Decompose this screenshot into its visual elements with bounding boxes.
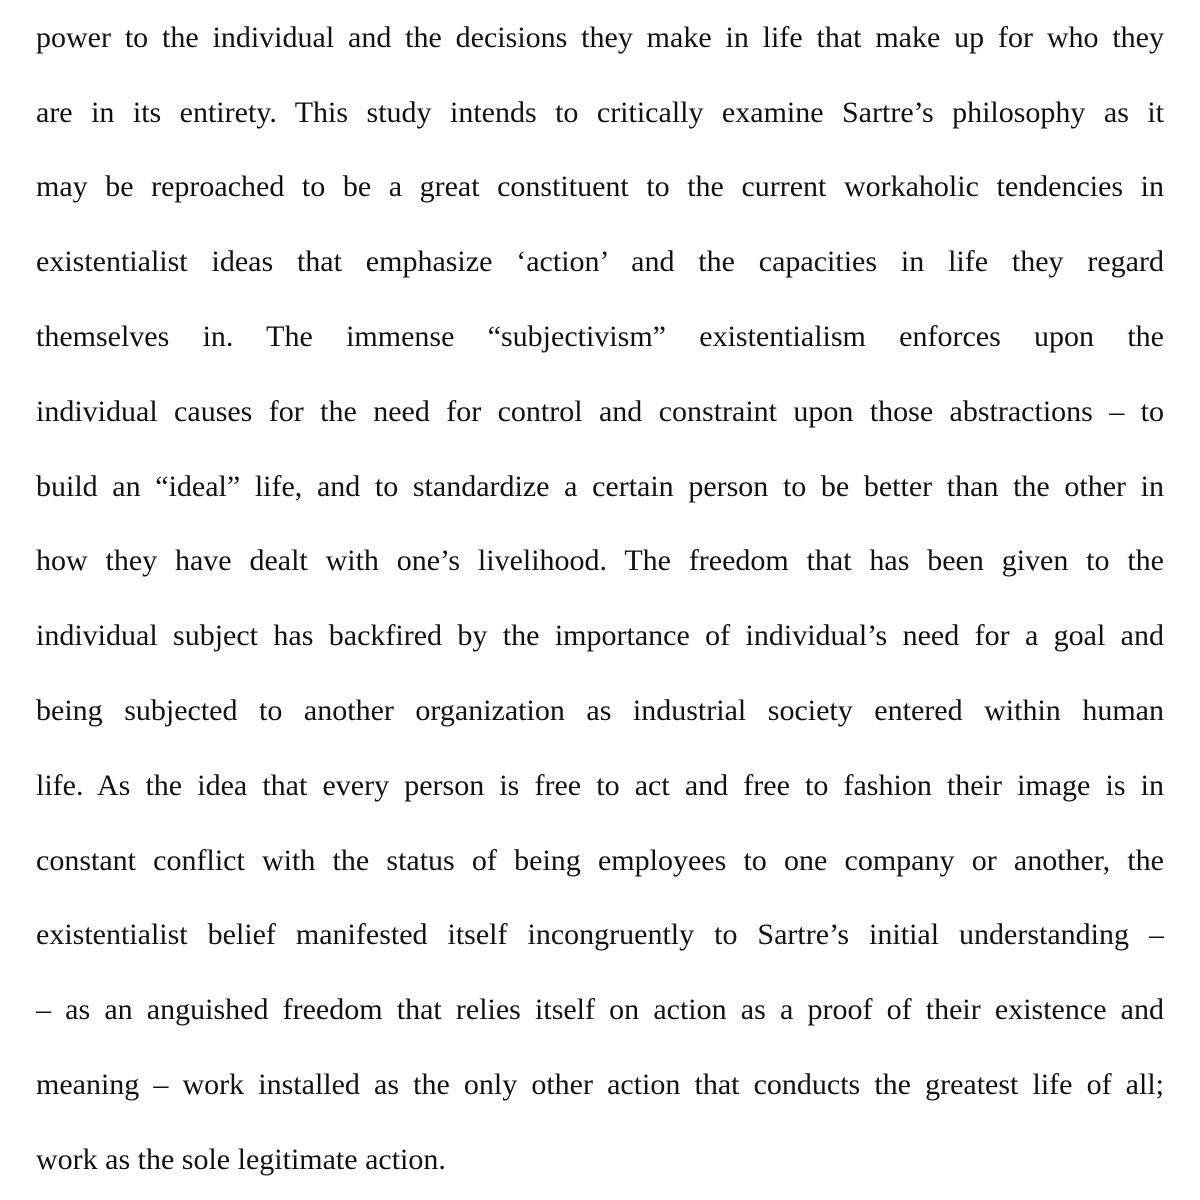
paragraph-line: being subjected to another organization as industrial society entered within human: [36, 694, 1164, 727]
paragraph-line: meaning – work installed as the only other action that conducts the greatest life of all;: [36, 1068, 1164, 1101]
paragraph-line: existentialist belief manifested itself incongruently to Sartre’s initial understanding –: [36, 918, 1164, 951]
paragraph-line: constant conflict with the status of being employees to one company or another, the: [36, 844, 1164, 877]
paragraph-line: themselves in. The immense “subjectivism” existentialism enforces upon the: [36, 320, 1164, 353]
paragraph-line: life. As the idea that every person is free to act and free to fashion their image is in: [36, 769, 1164, 802]
paragraph-line: build an “ideal” life, and to standardize a certain person to be better than the other in: [36, 470, 1164, 503]
paragraph-line: how they have dealt with one’s livelihood. The freedom that has been given to the: [36, 544, 1164, 577]
paragraph-line: individual causes for the need for control and constraint upon those abstractions – to: [36, 395, 1164, 428]
paragraph-line: existentialist ideas that emphasize ‘action’ and the capacities in life they regard: [36, 245, 1164, 278]
paragraph-line: individual subject has backfired by the importance of individual’s need for a goal and: [36, 619, 1164, 652]
paragraph-line: may be reproached to be a great constituent to the current workaholic tendencies in: [36, 170, 1164, 203]
paragraph-line: power to the individual and the decisions they make in life that make up for who they: [36, 21, 1164, 54]
paragraph-line: are in its entirety. This study intends to critically examine Sartre’s philosophy as it: [36, 96, 1164, 129]
paragraph-line: – as an anguished freedom that relies itself on action as a proof of their existence and: [36, 993, 1164, 1026]
paragraph-line-last: work as the sole legitimate action.: [36, 1143, 446, 1176]
